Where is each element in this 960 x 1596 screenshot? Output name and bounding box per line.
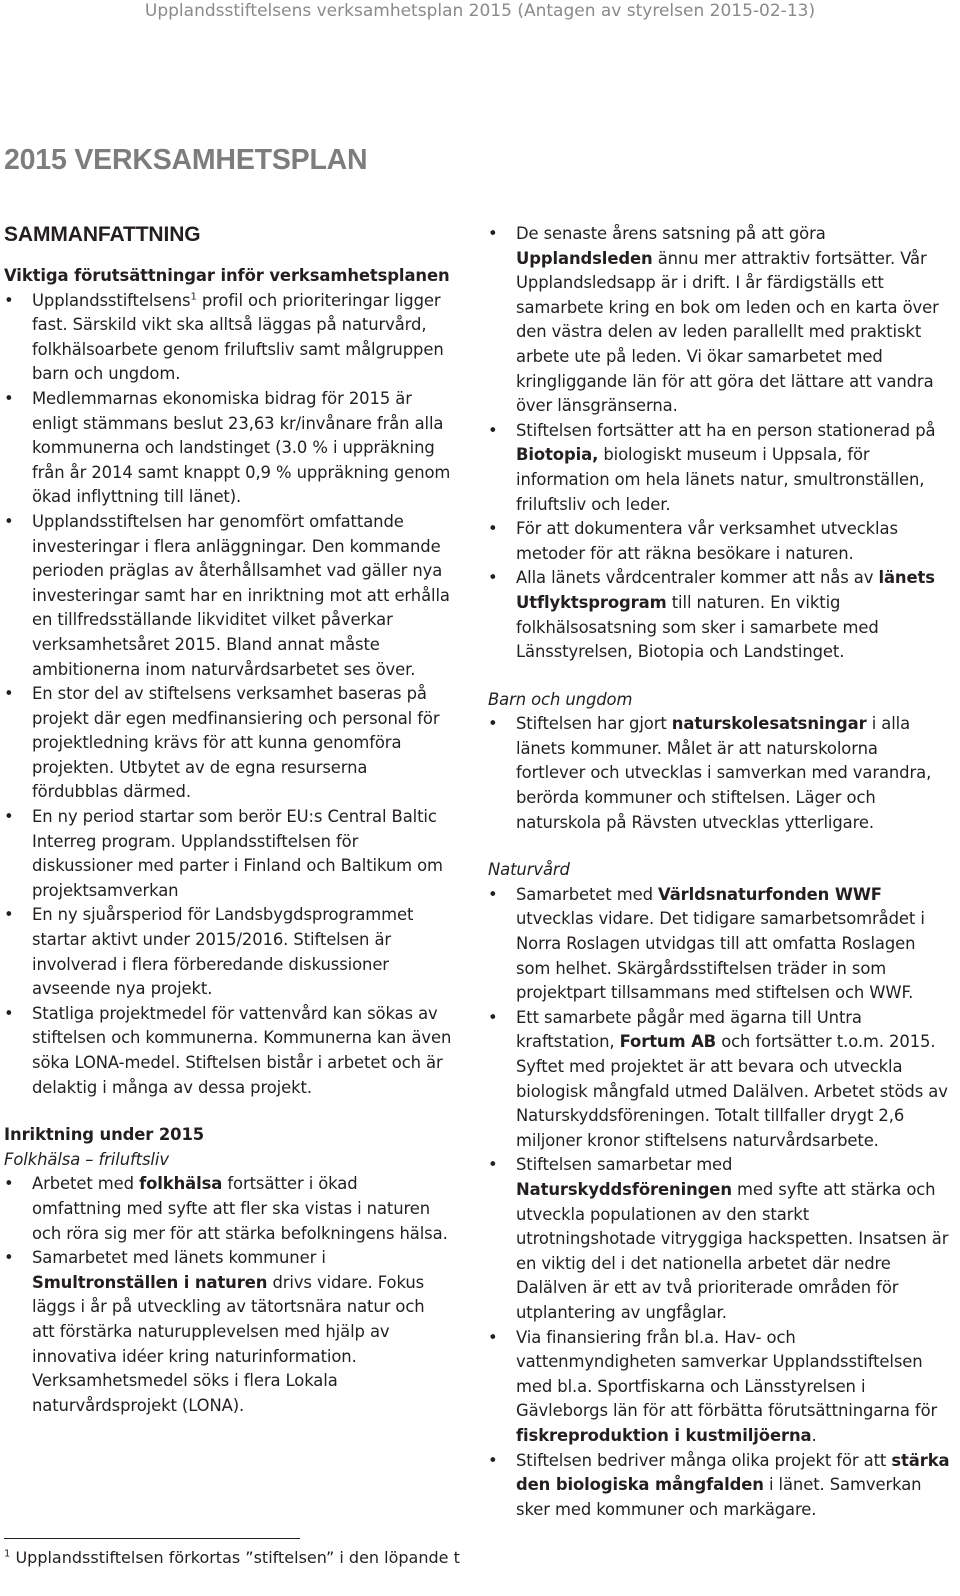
bullet-glyph: • [4, 388, 14, 408]
bullet-glyph: • [488, 519, 498, 539]
list-item: • En ny period startar som berör EU:s Central Baltic Interreg program. Upplandsstiftelsen för diskussioner med parter i Finland och Baltikum om projektsamverkan [4, 807, 443, 900]
bullet-glyph: • [488, 1007, 498, 1027]
bullet-glyph: • [488, 714, 498, 734]
bullet-glyph: • [488, 1450, 498, 1470]
prerequisites-list [4, 289, 452, 1101]
list-item: • Arbetet med folkhälsa fortsätter i ökad omfattning med syfte att fler ska vistas i naturen och röra sig mer för att stärka befolkningens hälsa. [4, 1174, 448, 1243]
list-item: • För att dokumentera vår verksamhet utvecklas metoder för att räkna besökare i naturen. [488, 519, 898, 563]
bullet-glyph: • [4, 1003, 14, 1023]
bullet-glyph: • [4, 1248, 14, 1268]
bullet-glyph: • [488, 1327, 498, 1347]
list-item: • Ett samarbete pågår med ägarna till Untra kraftstation, Fortum AB och fortsätter t.o.m. 2015. Syftet med projektet är att bevara och utveckla biologisk mångfald utmed Dalälven. Arbetet stöds av Naturskyddsföreningen. Totalt tillfaller drygt 2,6 miljoner kronor stiftelsens naturvårdsarbete. [488, 1007, 948, 1150]
naturvard-list [488, 883, 952, 1522]
list-item: • De senaste årens satsning på att göra Upplandsleden ännu mer attraktiv fortsätter. Vår Upplandsledsapp är i drift. I år färdigställs ett samarbete kring en bok om leden och en karta över den västra delen av leden parallellt med praktiskt arbete ute på leden. Vi ökar samarbetet med kringliggande län för att göra det lättare att vandra över länsgränserna. [488, 224, 939, 416]
list-item: • En ny sjuårsperiod för Landsbygdsprogrammet startar aktivt under 2015/2016. Stiftelsen är involverad i flera förberedande diskussioner avseende nya projekt. [4, 905, 414, 999]
direction-heading: Inriktning under 2015 [4, 1125, 205, 1145]
bullet-glyph: • [4, 290, 14, 310]
list-item: • Medlemmarnas ekonomiska bidrag för 2015 är enligt stämmans beslut 23,63 kr/invånare från alla kommunerna och landstinget (3.0 % i uppräkning från år 2014 samt knappt 0,9 % uppräkning genom ökad inflyttning till länet). [4, 388, 451, 507]
bullet-glyph: • [4, 684, 14, 704]
list-item: • Stiftelsen samarbetar med Naturskyddsföreningen med syfte att stärka och utveckla populationen av den starkt utrotningshotade vitryggiga hackspetten. Insatsen är en viktig del i det nationella arbetet där nedre Dalälven är ett av två prioriterade områden för utplantering av ungfåglar. [488, 1155, 949, 1322]
summary-heading: SAMMANFATTNING [4, 223, 201, 246]
prerequisites-heading: Viktiga förutsättningar inför verksamhetsplanen [4, 266, 450, 285]
list-item: • Upplandsstiftelsen har genomfört omfattande investeringar i flera anläggningar. Den kommande perioden präglas av återhållsamhet vad gäller nya investeringar samt har en inriktning mot att erhålla en tillfredsställande likviditet vilket påverkar verksamhetsåret 2015. Bland annat måste ambitionerna inom naturvårdsarbetet ses över. [4, 511, 450, 679]
folkhalsa-list-part2 [488, 222, 952, 665]
footnote [4, 1546, 474, 1570]
list-item: • Stiftelsen har gjort naturskolesatsningar i alla länets kommuner. Målet är att naturskolorna fortlever och utvecklas i samverkan med varandra, berörda kommuner och stiftelsen. Läger och naturskola på Rävsten utvecklas ytterligare. [488, 714, 932, 832]
bullet-glyph: • [488, 884, 498, 904]
bullet-glyph: • [4, 1174, 14, 1194]
list-item: • Statliga projektmedel för vattenvård kan sökas av stiftelsen och kommunerna. Kommunerna kan även söka LONA-medel. Stiftelsen bistår i arbetet och är delaktig i många av dessa projekt. [4, 1003, 452, 1097]
folkhalsa-list-part1 [4, 1172, 452, 1418]
list-item: • Alla länets vårdcentraler kommer att nås av länets Utflyktsprogram till naturen. En viktig folkhälsosatsning som sker i samarbete med Länsstyrelsen, Biotopia och Landstinget. [488, 568, 935, 662]
footnote-reference: 1 [190, 291, 197, 303]
bullet-glyph: • [488, 568, 498, 588]
footnote-number: 1 [4, 1548, 11, 1560]
list-item: • Samarbetet med länets kommuner i Smultronställen i naturen drivs vidare. Fokus läggs i år på utveckling av tätortsnära natur och att förstärka naturupplevelsen med hjälp av innovativa idéer kring naturinformation. Verksamhetsmedel söks i flera Lokala naturvårdsprojekt (LONA). [4, 1248, 425, 1415]
list-item: • En stor del av stiftelsens verksamhet baseras på projekt där egen medfinansiering och personal för projektledning krävs för att kunna genomföra projekten. Utbytet av de egna resurserna fördubblas därmed. [4, 684, 440, 802]
list-item: • Via finansiering från bl.a. Hav- och vattenmyndigheten samverkar Upplandsstiftelsen med bl.a. Sportfiskarna och Länsstyrelsen i Gävleborgs län för att förbätta förutsättningarna för fiskreproduktion i kustmiljöerna. [488, 1327, 938, 1445]
naturvard-heading: Naturvård [488, 860, 570, 880]
barn-ungdom-heading: Barn och ungdom [488, 689, 633, 709]
bullet-glyph: • [488, 224, 498, 243]
footnote-text: Upplandsstiftelsen förkortas ”stiftelsen” i den löpande t [10, 1548, 460, 1567]
bullet-glyph: • [488, 420, 498, 440]
bullet-glyph: • [4, 905, 14, 925]
folkhalsa-heading: Folkhälsa – friluftsliv [4, 1149, 169, 1169]
barn-ungdom-list [488, 712, 952, 835]
bullet-glyph: • [4, 511, 14, 531]
left-column [4, 222, 452, 1418]
right-column [488, 222, 952, 1522]
bullet-glyph: • [4, 807, 14, 827]
list-item: • Stiftelsen fortsätter att ha en person stationerad på Biotopia, biologiskt museum i Uppsala, för information om hela länets natur, smultronställen, friluftsliv och leder. [488, 420, 936, 514]
footnote-rule [4, 1538, 300, 1539]
bullet-glyph: • [488, 1155, 498, 1175]
list-item: • Stiftelsen bedriver många olika projekt för att stärka den biologiska mångfalden i länet. Samverkan sker med kommuner och markägare. [488, 1450, 950, 1519]
document-title: 2015 VERKSAMHETSPLAN [4, 144, 368, 176]
running-header: Upplandsstiftelsens verksamhetsplan 2015 (Antagen av styrelsen 2015-02-13) [144, 1, 816, 21]
list-item: • Samarbetet med Världsnaturfonden WWF utvecklas vidare. Det tidigare samarbetsområdet i Norra Roslagen utvidgas till att omfatta Roslagen som helhet. Skärgårdsstiftelsen träder in som projektpart tillsammans med stiftelsen och WWF. [488, 884, 925, 1003]
list-item: • Upplandsstiftelsens$^1$ profil och prioriteringar ligger fast. Särskild vikt ska alltså läggas på naturvård, folkhälsoarbete genom friluftsliv samt målgruppen barn och ungdom. [4, 290, 444, 384]
